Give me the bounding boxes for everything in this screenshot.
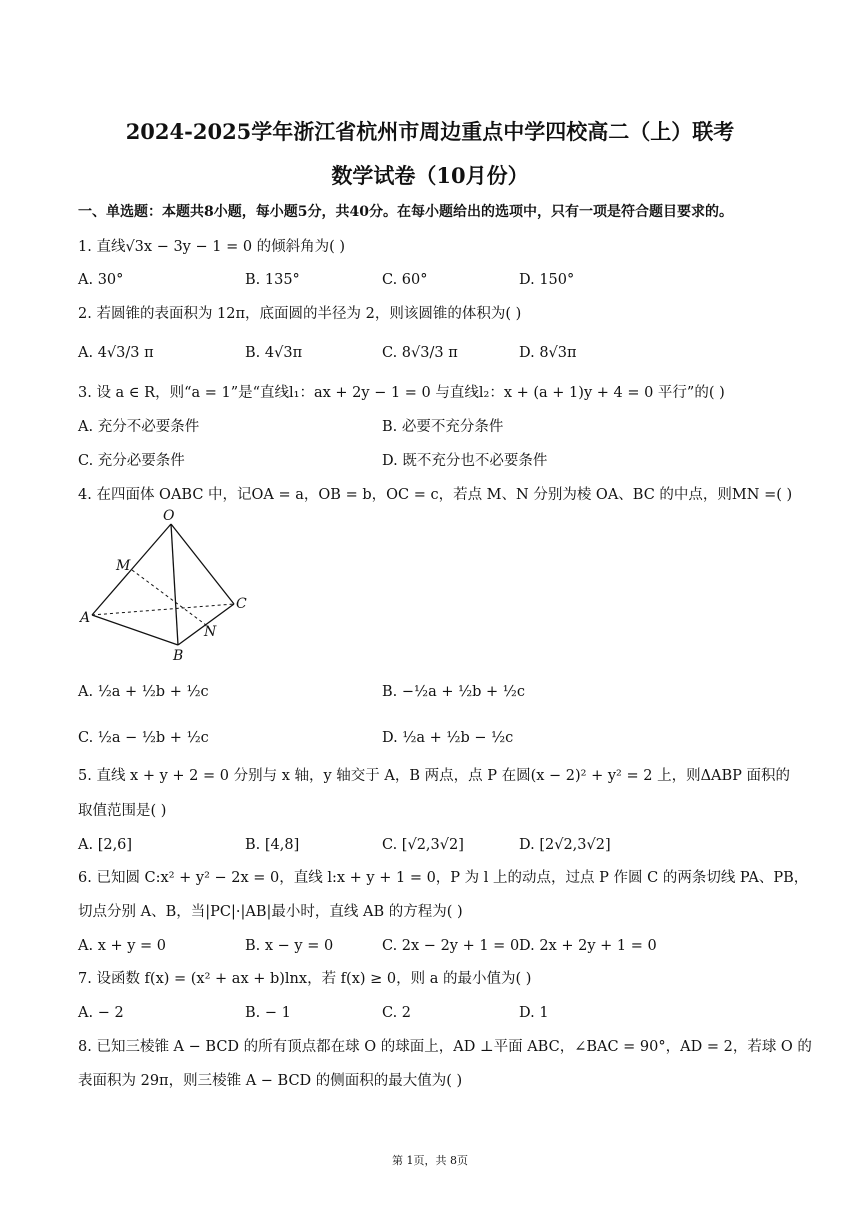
q1-option-a: A. 30° xyxy=(78,272,124,288)
q7-option-a: A. − 2 xyxy=(78,1005,124,1021)
q5-option-c: C. [√2,3√2] xyxy=(382,837,464,853)
edge-AB xyxy=(92,615,178,645)
q4-option-d: D. ½a + ½b − ½c xyxy=(382,730,514,746)
label-A: A xyxy=(80,610,91,626)
q3-option-c: C. 充分必要条件 xyxy=(78,453,185,469)
question-4: 4. 在四面体 OABC 中，记OA = a，OB = b，OC = c，若点 M、N 分别为棱 OA、BC 的中点，则MN =( ) xyxy=(78,487,793,503)
page-footer: 第 1页，共 8页 xyxy=(392,1154,468,1167)
question-6-cont: 切点分别 A、B，当|PC|·|AB|最小时，直线 AB 的方程为( ) xyxy=(78,904,463,920)
title-line-1: 2024-2025学年浙江省杭州市周边重点中学四校高二（上）联考 xyxy=(125,119,735,144)
q4-option-c: C. ½a − ½b + ½c xyxy=(78,730,209,746)
q5-option-d: D. [2√2,3√2] xyxy=(519,837,611,853)
title-line-2: 数学试卷（10月份） xyxy=(331,163,529,188)
question-5-cont: 取值范围是( ) xyxy=(78,803,167,819)
q1-option-d: D. 150° xyxy=(519,272,575,288)
q3-option-d: D. 既不充分也不必要条件 xyxy=(382,453,548,469)
q5-option-a: A. [2,6] xyxy=(78,837,133,853)
edge-OA xyxy=(92,524,171,615)
question-7: 7. 设函数 f(x) = (x² + ax + b)lnx，若 f(x) ≥ 0，则 a 的最小值为( ) xyxy=(78,971,532,987)
edge-OC xyxy=(171,524,234,604)
q2-option-d: D. 8√3π xyxy=(519,345,577,361)
q7-option-b: B. − 1 xyxy=(245,1005,291,1021)
question-5: 5. 直线 x + y + 2 = 0 分别与 x 轴，y 轴交于 A，B 两点，点 P 在圆(x − 2)² + y² = 2 上，则ΔABP 面积的 xyxy=(78,768,791,784)
q3-option-b: B. 必要不充分条件 xyxy=(382,419,504,435)
q7-option-c: C. 2 xyxy=(382,1005,412,1021)
label-M: M xyxy=(116,558,131,574)
q2-option-c: C. 8√3/3 π xyxy=(382,345,458,361)
question-8-cont: 表面积为 29π，则三棱锥 A − BCD 的侧面积的最大值为( ) xyxy=(78,1073,463,1089)
q4-option-b: B. −½a + ½b + ½c xyxy=(382,684,525,700)
q1-option-b: B. 135° xyxy=(245,272,300,288)
q4-option-a: A. ½a + ½b + ½c xyxy=(78,684,209,700)
question-1: 1. 直线√3x − 3y − 1 = 0 的倾斜角为( ) xyxy=(78,239,346,255)
question-8: 8. 已知三棱锥 A − BCD 的所有顶点都在球 O 的球面上，AD ⊥平面 ABC，∠BAC = 90°，AD = 2，若球 O 的 xyxy=(78,1039,812,1055)
edge-AC-hidden xyxy=(92,604,234,615)
q1-option-c: C. 60° xyxy=(382,272,428,288)
label-N: N xyxy=(204,624,217,640)
q7-option-d: D. 1 xyxy=(519,1005,549,1021)
q6-option-b: B. x − y = 0 xyxy=(245,938,334,954)
label-B: B xyxy=(173,648,184,664)
q3-option-a: A. 充分不必要条件 xyxy=(78,419,200,435)
label-O: O xyxy=(163,508,175,524)
q2-option-b: B. 4√3π xyxy=(245,345,303,361)
q6-option-c: C. 2x − 2y + 1 = 0 xyxy=(382,938,520,954)
q5-option-b: B. [4,8] xyxy=(245,837,300,853)
edge-OB xyxy=(171,524,178,645)
q6-option-d: D. 2x + 2y + 1 = 0 xyxy=(519,938,657,954)
q6-option-a: A. x + y = 0 xyxy=(78,938,167,954)
q2-option-a: A. 4√3/3 π xyxy=(78,345,154,361)
tetrahedron-figure xyxy=(76,508,276,668)
section-heading: 一、单选题：本题共8小题，每小题5分，共40分。在每小题给出的选项中，只有一项是符合题目要求的。 xyxy=(78,204,733,220)
question-6: 6. 已知圆 C:x² + y² − 2x = 0，直线 l:x + y + 1 = 0，P 为 l 上的动点，过点 P 作圆 C 的两条切线 PA、PB， xyxy=(78,870,809,886)
segment-MN-hidden xyxy=(132,570,206,625)
question-3: 3. 设 a ∈ R，则“a = 1”是“直线l₁：ax + 2y − 1 = 0 与直线l₂：x + (a + 1)y + 4 = 0 平行”的( ) xyxy=(78,385,725,401)
label-C: C xyxy=(236,596,247,612)
question-2: 2. 若圆锥的表面积为 12π，底面圆的半径为 2，则该圆锥的体积为( ) xyxy=(78,306,522,322)
